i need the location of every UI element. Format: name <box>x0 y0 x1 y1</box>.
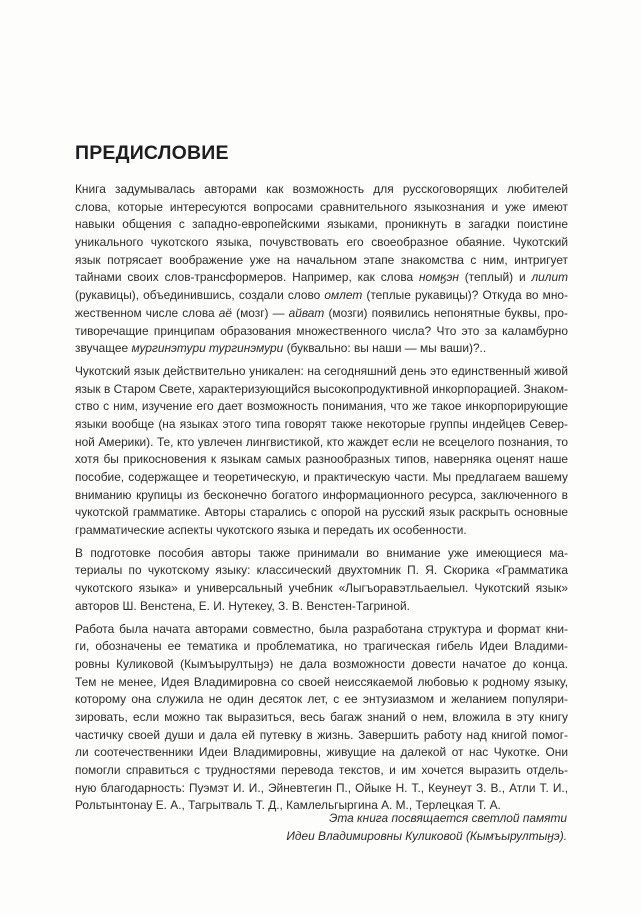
text-segment: ной Америки). Те, кто увлечен лингвистикой, кто жаждет если не всецелого познания, то <box>75 434 568 449</box>
dedication-line: Эта книга посвящается светлой памяти <box>329 811 567 825</box>
text-segment: звучащее <box>75 341 132 356</box>
text-line <box>75 451 568 469</box>
text-line <box>75 269 568 287</box>
text-segment: (мозги) появились непонятные буквы, про- <box>324 305 568 320</box>
italic-term: мургинэтури тургинэмури <box>131 341 284 356</box>
italic-term: номӄэн <box>418 270 459 285</box>
paragraph <box>75 363 568 540</box>
text-segment: хотя бы прикосновения к языкам самых разнообразных типов, наверняка оценят наше <box>75 452 568 467</box>
text-segment: зировать, если можно так выразиться, весь багаж знаний о нем, вложила в эту книгу <box>75 709 568 724</box>
text-line <box>75 744 568 762</box>
text-segment: Тем не менее, Идея Владимировна со своей неиссякаемой любовью к родному языку, <box>75 674 568 689</box>
text-segment: Чукотский язык действительно уникален: на сегодняшний день это единственный живой <box>75 363 568 378</box>
text-line <box>75 216 568 234</box>
text-line <box>75 638 568 656</box>
text-line <box>75 621 568 639</box>
text-segment: авторов Ш. Венстена, Е. И. Нутекеу, З. В. Венстен-Тагриной. <box>75 598 410 613</box>
text-line <box>75 234 568 252</box>
text-segment: териалы по чукотскому языку: классический двухтомник П. Я. Скорика «Грамматика <box>75 563 568 578</box>
text-line <box>75 305 568 323</box>
text-line <box>75 381 568 399</box>
text-segment: Книга задумывалась авторами как возможность для русскоговорящих любителей <box>75 182 568 196</box>
text-line <box>75 727 568 745</box>
italic-term: омлет <box>324 288 363 303</box>
paragraph <box>75 181 568 358</box>
text-line <box>75 323 568 341</box>
text-line <box>75 199 568 217</box>
page-title: ПРЕДИСЛОВИЕ <box>75 142 229 164</box>
text-segment: язык потрясает воображение уже на начальном этапе знакомства с ним, интригует <box>75 252 568 267</box>
text-line <box>75 545 568 563</box>
text-segment: пособие, содержащее и теоретическую, и практическую части. Мы предлагаем вашему <box>75 470 568 484</box>
paragraph <box>75 621 568 816</box>
text-segment: частичку своей души и дала ей путевку в жизнь. Завершить работу над книгой помог- <box>75 727 568 742</box>
text-line <box>75 709 568 727</box>
preface-body <box>75 181 568 820</box>
text-line <box>75 674 568 692</box>
text-segment: ли соотечественники Идеи Владимировны, живущие на далекой от нас Чукотке. Они <box>75 745 568 760</box>
text-segment: тиворечащие принципам образования множественного числа? Что это за каламбурно <box>75 323 568 338</box>
text-segment: навыки общения с западно-европейскими языками, проникнуть в загадки поистине <box>75 217 568 232</box>
text-line <box>75 469 568 487</box>
text-line <box>75 691 568 709</box>
text-segment: Рольтынтонау Е. А., Тагрытваль Т. Д., Камлельгыргина А. М., Терлецкая Т. А. <box>75 798 501 813</box>
text-segment: ство с ним, изучение его дает возможность понимания, что же такое инкорпорирующие <box>75 399 568 414</box>
italic-term: айват <box>288 305 325 320</box>
text-segment: (рукавицы), объединившись, создали слово <box>75 288 325 303</box>
text-segment: (теплые рукавицы)? Откуда во мно- <box>362 288 568 303</box>
text-line <box>75 580 568 598</box>
text-line <box>75 181 568 199</box>
text-line <box>75 363 568 381</box>
text-segment: (буквально: вы наши — мы ваши)?.. <box>283 341 487 356</box>
text-segment: (теплый) и <box>458 270 532 285</box>
text-segment: слова, которые интересуются вопросами сравнительного языкознания и уже имеют <box>75 199 568 214</box>
text-segment: уникального чукотского языка, почувствовать его своеобразное обаяние. Чукотский <box>75 235 568 250</box>
text-line <box>75 504 568 522</box>
text-line <box>75 762 568 780</box>
text-segment: (мозг) — <box>232 305 289 320</box>
text-segment: которому она служила не один десяток лет, с ее энтузиазмом и желанием популяри- <box>75 692 568 707</box>
text-segment: чукотской грамматике. Авторы старались с опорой на русский язык раскрыть основные <box>75 505 568 520</box>
dedication-line: Идеи Владимировны Куликовой (Кымъырултыӈэ). <box>286 828 567 843</box>
text-line <box>75 434 568 452</box>
text-segment: помогли справиться с трудностями перевода текстов, и им хочется выразить отдель- <box>75 763 568 777</box>
text-segment: жественном числе слова <box>75 305 219 320</box>
italic-term: аё <box>218 305 233 320</box>
text-segment: тайнами своих слов-трансформеров. Например, как слова <box>75 270 419 285</box>
text-line <box>75 522 568 540</box>
text-line <box>75 656 568 674</box>
text-line <box>75 780 568 798</box>
text-line <box>75 487 568 505</box>
text-line <box>75 598 568 616</box>
italic-term: лилит <box>531 270 568 285</box>
text-line <box>75 416 568 434</box>
text-line <box>75 562 568 580</box>
text-line <box>75 340 568 358</box>
text-segment: ную благодарность: Пуэмэт И. И., Эйневтегин П., Ойыке Н. Т., Кеунеут З. В., Атли Т. И., <box>75 780 568 795</box>
text-segment: ги, обозначены ее тематика и проблематика, но трагическая гибель Идеи Владими- <box>75 639 568 654</box>
text-segment: ровны Куликовой (Кымъырултыӈэ) не дала возможности довести начатое до конца. <box>75 656 568 671</box>
text-line <box>75 398 568 416</box>
text-segment: языки вообще (на языках этого типа говорят также некоторые группы индейцев Север- <box>75 416 568 431</box>
text-segment: вниманию крупицы из бесконечно богатого информационного ресурса, заключенного в <box>75 487 568 502</box>
text-segment: чукотского языка» и универсальный учебник «Лыгъоравэтльаелыел. Чукотский язык» <box>75 581 568 596</box>
text-line <box>75 287 568 305</box>
paragraph <box>75 545 568 616</box>
text-line <box>75 252 568 270</box>
text-segment: Работа была начата авторами совместно, была разработана структура и формат кни- <box>75 621 568 636</box>
text-segment: В подготовке пособия авторы также принимали во внимание уже имеющиеся ма- <box>75 545 568 560</box>
text-segment: язык в Старом Свете, характеризующийся высокопродуктивной инкорпорацией. Знаком- <box>75 381 568 396</box>
text-segment: грамматические аспекты чукотского языка и передать их особенности. <box>75 523 467 538</box>
dedication <box>286 810 567 845</box>
